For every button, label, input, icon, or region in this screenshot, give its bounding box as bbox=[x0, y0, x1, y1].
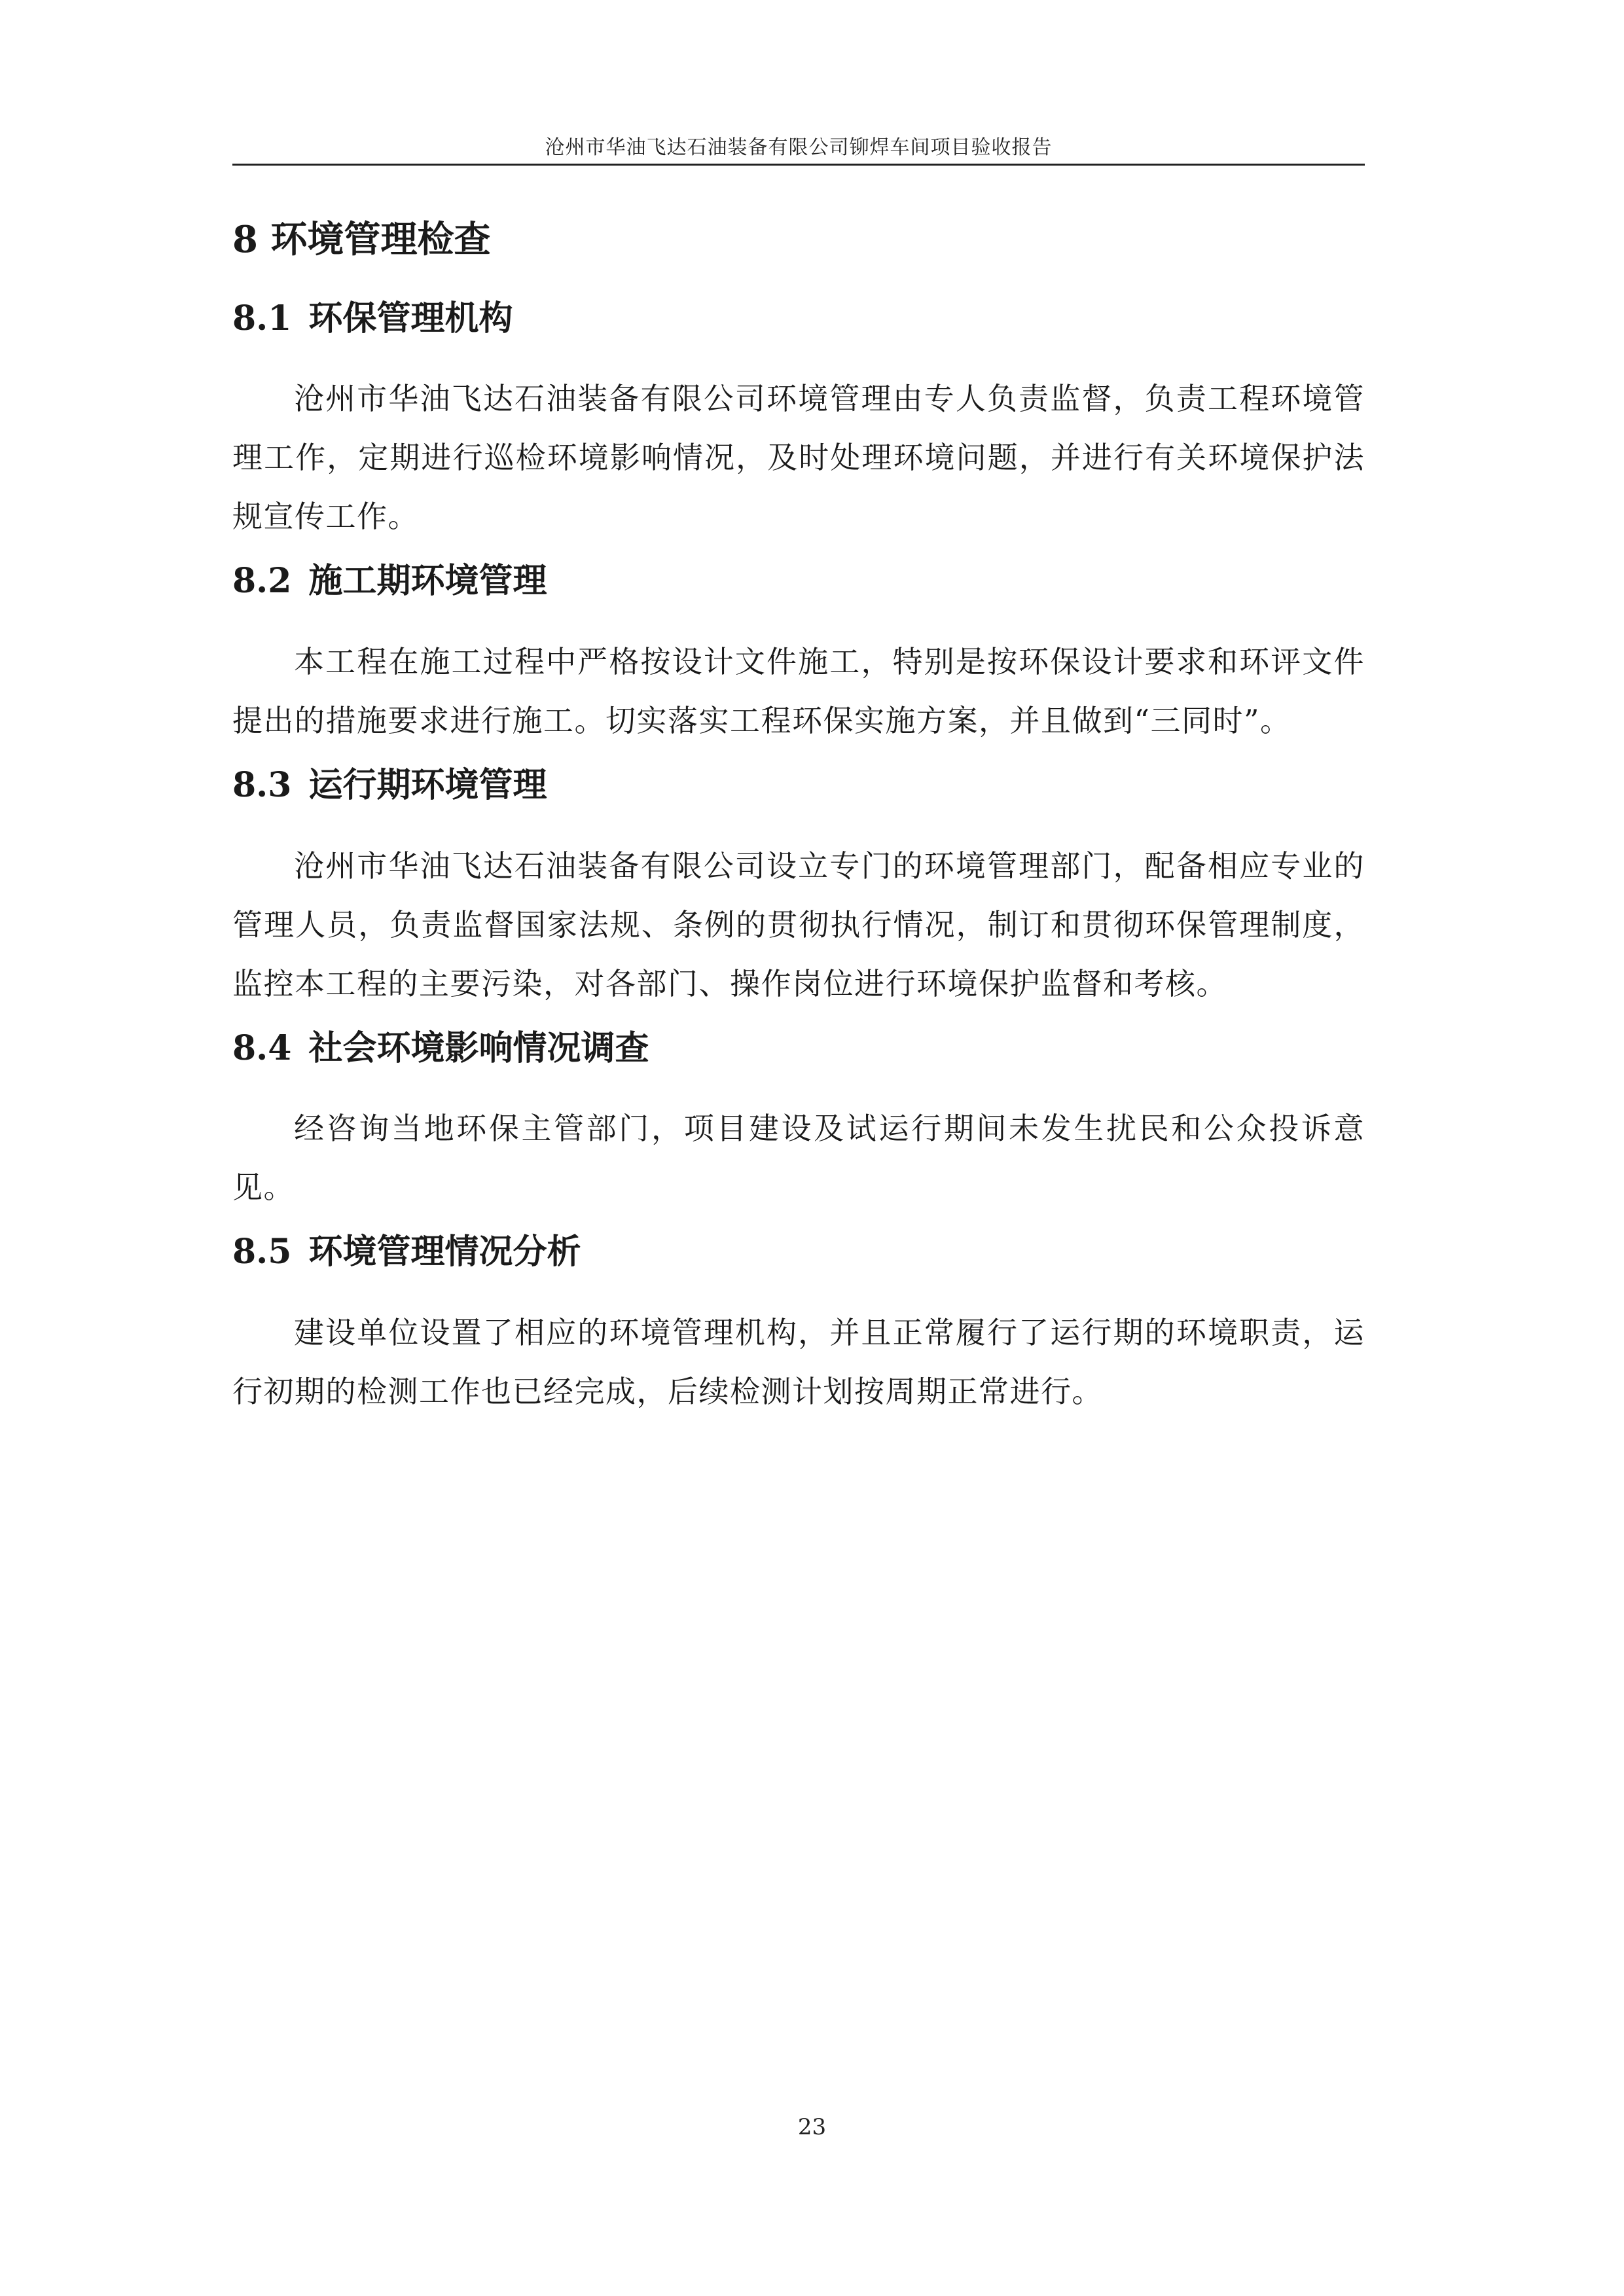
chapter-title-text: 环境管理检查 bbox=[270, 218, 491, 261]
document-body bbox=[232, 216, 1365, 1434]
section-number: 8.4 bbox=[232, 1028, 292, 1068]
section-8-1 bbox=[232, 296, 1365, 547]
section-title bbox=[232, 763, 1365, 808]
chapter-number: 8 bbox=[232, 218, 258, 261]
section-number: 8.2 bbox=[232, 561, 292, 601]
section-paragraph: 建设单位设置了相应的环境管理机构，并且正常履行了运行期的环境职责，运行初期的检测工作也已经完成，后续检测计划按周期正常进行。 bbox=[232, 1314, 1365, 1409]
section-number: 8.1 bbox=[232, 298, 292, 338]
section-paragraph: 经咨询当地环保主管部门，项目建设及试运行期间未发生扰民和公众投诉意见。 bbox=[232, 1111, 1365, 1206]
section-paragraph: 沧州市华油飞达石油装备有限公司设立专门的环境管理部门，配备相应专业的管理人员，负责监督国家法规、条例的贯彻执行情况，制订和贯彻环保管理制度，监控本工程的主要污染，对各部门、操作岗位进行环境保护监督和考核。 bbox=[232, 848, 1365, 1001]
section-title-text: 运行期环境管理 bbox=[308, 764, 547, 805]
section-title-text: 环境管理情况分析 bbox=[308, 1232, 581, 1272]
section-paragraph: 本工程在施工过程中严格按设计文件施工，特别是按环保设计要求和环评文件提出的措施要求进行施工。切实落实工程环保实施方案，并且做到“三同时”。 bbox=[232, 643, 1365, 738]
section-8-2 bbox=[232, 559, 1365, 750]
page-header: 沧州市华油飞达石油装备有限公司铆焊车间项目验收报告 bbox=[545, 136, 1053, 159]
section-8-3 bbox=[232, 763, 1365, 1013]
section-title-text: 社会环境影响情况调查 bbox=[308, 1028, 649, 1068]
section-title bbox=[232, 1026, 1365, 1071]
section-title bbox=[232, 559, 1365, 603]
section-number: 8.5 bbox=[232, 1232, 292, 1272]
section-title-text: 环保管理机构 bbox=[308, 298, 513, 338]
header-rule bbox=[232, 164, 1365, 166]
page-number: 23 bbox=[797, 2114, 827, 2140]
section-title-text: 施工期环境管理 bbox=[308, 561, 547, 601]
section-paragraph: 沧州市华油飞达石油装备有限公司环境管理由专人负责监督，负责工程环境管理工作，定期进行巡检环境影响情况，及时处理环境问题，并进行有关环境保护法规宣传工作。 bbox=[232, 381, 1365, 535]
section-number: 8.3 bbox=[232, 764, 292, 805]
chapter-title bbox=[232, 216, 1365, 264]
section-8-4 bbox=[232, 1026, 1365, 1217]
section-title bbox=[232, 1230, 1365, 1274]
section-8-5 bbox=[232, 1230, 1365, 1421]
section-title bbox=[232, 296, 1365, 341]
